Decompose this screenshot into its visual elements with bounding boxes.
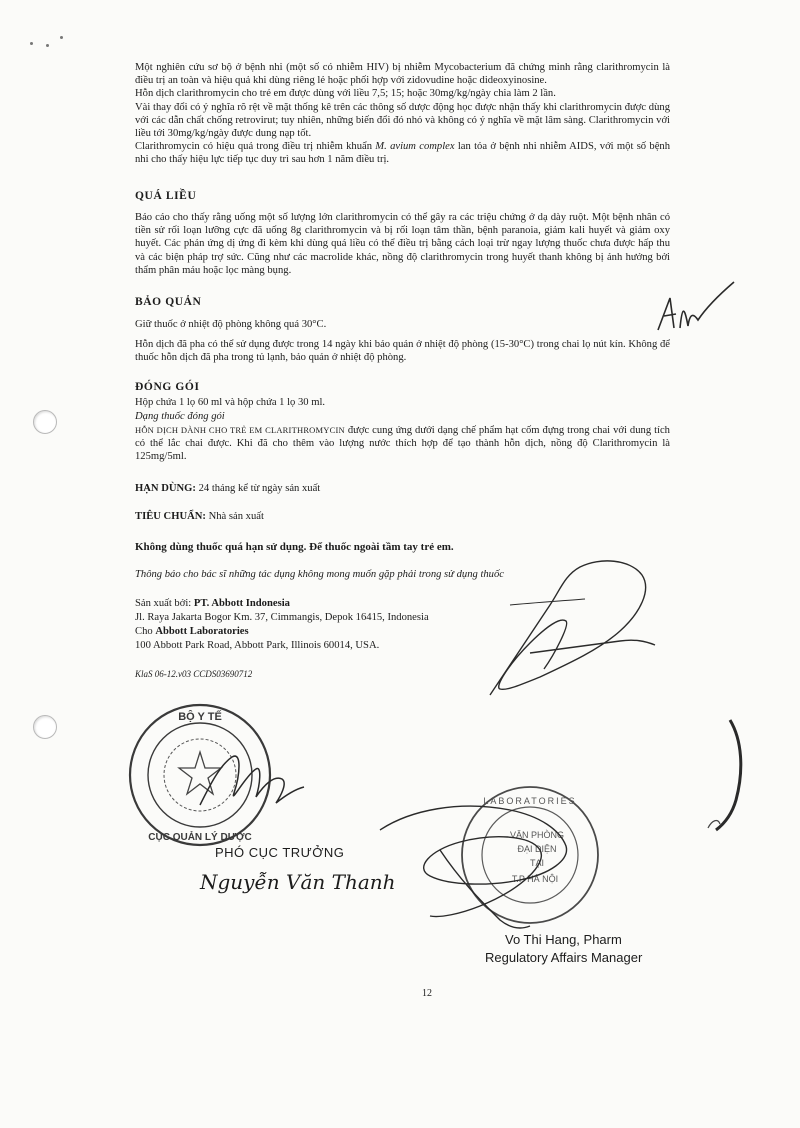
licensor-label: Cho xyxy=(135,626,156,637)
manufacturer-address: Jl. Raya Jakarta Bogor Km. 37, Cimmangis, Depok 16415, Indonesia xyxy=(135,612,429,623)
manufacturer-name: PT. Abbott Indonesia xyxy=(193,598,290,609)
storage-line-2: Hỗn dịch đã pha có thể sử dụng được trong 14 ngày khi bảo quản ở nhiệt độ phòng (15-30°C) trong chai lọ nút kín. Không để thuốc hỗn dịch đã pha trong tủ lạnh, bảo quản ở nhiệt độ phòng. xyxy=(135,339,670,364)
official-title: PHÓ CỤC TRƯỞNG xyxy=(215,845,345,860)
official-name: Nguyễn Văn Thanh xyxy=(200,870,396,894)
manufacturer-signature-icon xyxy=(470,545,670,715)
intro-paragraph-2: Hỗn dịch clarithromycin cho trẻ em được dùng với liều 7,5; 15; hoặc 30mg/kg/ngày chia làm 2 lần. xyxy=(135,88,556,100)
intro-p4-text: Clarithromycin có hiệu quả trong điều trị nhiễm khuẩn xyxy=(135,141,376,153)
initials-signature-icon xyxy=(650,278,740,338)
representative-role: Regulatory Affairs Manager xyxy=(485,950,643,965)
standard xyxy=(135,510,264,523)
shelf-life-label: HẠN DÙNG: xyxy=(135,483,196,494)
side-effect-notice: Thông báo cho bác sĩ những tác dụng không mong muốn gặp phải trong sử dụng thuốc xyxy=(135,569,504,580)
expiry-warning: Không dùng thuốc quá hạn sử dụng. Để thuốc ngoài tầm tay trẻ em. xyxy=(135,541,454,553)
binder-hole-top xyxy=(33,410,57,434)
document-code: KlaS 06-12.v03 CCDS03690712 xyxy=(135,669,253,679)
svg-text:LABORATORIES: LABORATORIES xyxy=(483,796,577,806)
intro-p4-organism: M. avium complex xyxy=(375,141,455,153)
overdose-text: Báo cáo cho thấy rằng uống một số lượng lớn clarithromycin có thể gây ra các triệu chứng ở dạ dày ruột. Một bệnh nhân có tiền sử rối loạn lưỡng cực đã uống 8g clarithromycin và bị rối loạn tâm thần, bệnh paranoia, giảm kali huyết và giảm oxy huyết. Các phản ứng dị ứng đi kèm khi dùng quá liều có thể điều trị bằng cách loại trừ ngay lượng thuốc chưa được hấp thu và các biện pháp trợ sức. Cũng như các macrolide khác, nồng độ clarithromycin trong huyết thanh không bị ảnh hưởng bởi thẩm phân máu hoặc lọc màng bụng. xyxy=(135,212,670,276)
svg-text:CỤC QUẢN LÝ DƯỢC: CỤC QUẢN LÝ DƯỢC xyxy=(148,832,252,843)
intro-section xyxy=(135,61,670,167)
storage-heading: BẢO QUẢN xyxy=(135,296,202,308)
intro-paragraph-3: Vài thay đổi có ý nghĩa rõ rệt về mặt thống kê trên các thông số dược động học được nhận thấy khi clarithromycin được dùng với các dẫn chất chống retrovirut; tuy nhiên, những biến đổi đó nhỏ và không có ý nghĩa về mặt lâm sàng. Clarithromycin với liều tới 30mg/kg/ngày được dung nạp tốt. xyxy=(135,101,670,140)
page-number: 12 xyxy=(422,988,432,999)
licensor-name: Abbott Laboratories xyxy=(155,626,249,637)
official-signature-icon xyxy=(190,745,310,825)
shelf-life xyxy=(135,482,320,495)
manufacturer-label: Sản xuất bởi: xyxy=(135,598,194,609)
packaging-heading: ĐÓNG GÓI xyxy=(135,381,200,393)
licensor-address: 100 Abbott Park Road, Abbott Park, Illinois 60014, USA. xyxy=(135,640,380,651)
svg-text:BỘ Y TẾ: BỘ Y TẾ xyxy=(178,711,222,723)
packaging-product-name: HỖN DỊCH DÀNH CHO TRẺ EM CLARITHROMYCIN xyxy=(135,425,345,435)
intro-paragraph-4 xyxy=(135,140,670,166)
overdose-heading: QUÁ LIỀU xyxy=(135,190,197,202)
packaging-text xyxy=(135,424,670,464)
manufacturer xyxy=(135,597,290,610)
storage-line-1: Giữ thuốc ở nhiệt độ phòng không quá 30°C. xyxy=(135,319,327,330)
licensor xyxy=(135,625,249,638)
packaging-line-1: Hộp chứa 1 lọ 60 ml và hộp chứa 1 lọ 30 ml. xyxy=(135,397,326,408)
intro-p4-text-end: lan tỏa ở bệnh nhi nhiễm AIDS, với một số bệnh nhi cho thấy hiệu lực tiếp tục duy trì sau hơn 1 năm điều trị. xyxy=(135,141,670,166)
packaging-subheading: Dạng thuốc đóng gói xyxy=(135,411,225,422)
svg-text:T.P HÀ NỘI: T.P HÀ NỘI xyxy=(511,874,559,884)
edge-mark-icon xyxy=(700,710,760,840)
intro-paragraph-1: Một nghiên cứu sơ bộ ở bệnh nhi (một số có nhiễm HIV) bị nhiễm Mycobacterium đã chứng minh rằng clarithromycin là điều trị an toàn và hiệu quả khi dùng riêng lẻ hoặc phối hợp với zidovudine hoặc dideoxyinosine. xyxy=(135,62,670,87)
svg-text:VĂN PHÒNG: VĂN PHÒNG xyxy=(509,830,565,840)
standard-label: TIÊU CHUẨN: xyxy=(135,511,206,522)
binder-hole-bottom xyxy=(33,715,57,739)
paper-speck xyxy=(30,42,33,45)
paper-speck xyxy=(46,44,49,47)
representative-signature-icon xyxy=(370,790,600,940)
paper-speck xyxy=(60,36,63,39)
packaging-description: được cung ứng dưới dạng chế phẩm hạt cốm đựng trong chai với dung tích có thể lắc chai được. Khi đã cho thêm vào lượng nước thích hợp để tạo thành hỗn dịch, nồng độ Clarithromycin là 125mg/5ml. xyxy=(135,425,670,463)
shelf-life-value: 24 tháng kể từ ngày sản xuất xyxy=(195,483,321,494)
svg-text:ĐẠI DIỆN: ĐẠI DIỆN xyxy=(517,844,557,854)
standard-value: Nhà sản xuất xyxy=(205,511,264,522)
representative-name: Vo Thi Hang, Pharm xyxy=(505,932,622,947)
svg-text:TẠI: TẠI xyxy=(529,858,545,868)
